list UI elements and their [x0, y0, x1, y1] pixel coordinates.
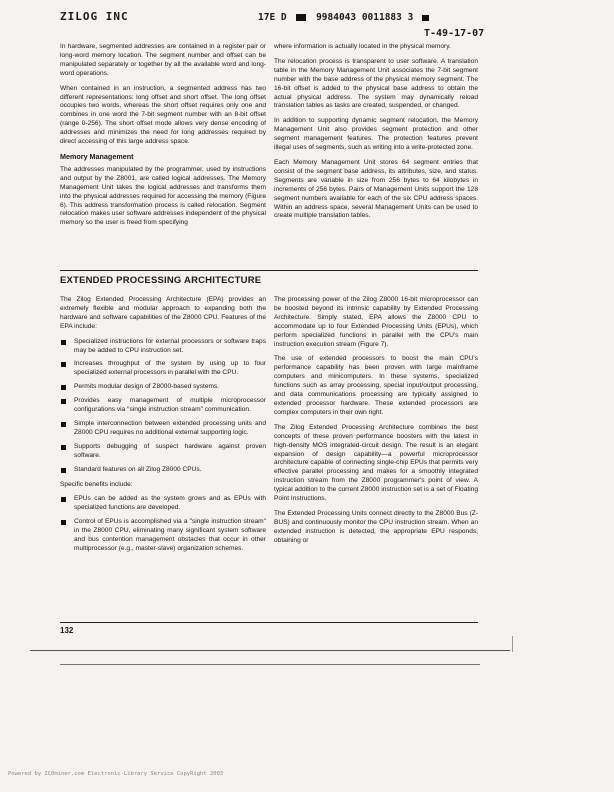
scan-mark: [512, 636, 513, 652]
paragraph: The Zilog Extended Processing Architecture (EPA) provides an extremely flexible and modular approach to expanding both the hardware and software capabilities of the Z8000 CPU. Features of the EPA include:: [60, 296, 266, 330]
footer-divider: [60, 622, 478, 623]
benefit-list: [60, 495, 266, 553]
list-item: Specialized instructions for external processors or software traps may be added to CPU instruction set.: [60, 338, 266, 356]
scan-line: [60, 664, 480, 665]
paragraph: The processing power of the Zilog Z8000 16-bit microprocessor can be boosted beyond its intrinsic capability by Extended Processing Architecture. Simply stated, EPA allows the Z8000 CPU to accommodate up to four Extended Processing Units (EPUs), which perform specialized functions in parallel with the CPU's main instruction execution stream (Figure 7).: [274, 296, 478, 348]
barcode-number: 9984043 0011883 3: [316, 12, 414, 23]
barcode-block-mark: [296, 14, 306, 21]
section-heading-memory-management: Memory Management: [60, 151, 134, 161]
document-code-header: [258, 12, 433, 23]
list-item: Provides easy management of multiple microprocessor configurations via "single instruction stream" communication.: [60, 397, 266, 415]
paragraph: The relocation process is transparent to user software. A translation table in the Memory Management Unit associates the 7-bit segment number with the base address of the physical memory segment. The 16-bit offset is added to the physical base address to obtain the actual physical address. The system may dynamically reload translation tables as tasks are created, suspended, or changed.: [274, 57, 478, 110]
column-relocation: [274, 43, 478, 227]
list-item: Permits modular design of Z8000-based systems.: [60, 383, 266, 392]
list-item: Control of EPUs is accomplished via a "single instruction stream" in the Z8000 CPU, eliminating many significant system software and bus contention management obstacles that occur in other multiprocessor (e.g., master-slave) organization schemes.: [60, 518, 266, 554]
section-divider: [60, 270, 478, 271]
page-number: 132: [60, 626, 74, 635]
list-item: Simple interconnection between extended processing units and Z8000 CPU requires no additional external supporting logic.: [60, 420, 266, 438]
paragraph: where information is actually located in the physical memory.: [274, 43, 451, 50]
column-epa-description: [274, 296, 478, 552]
code-prefix: 17E D: [258, 12, 287, 23]
paragraph: The use of extended processors to boost the main CPU's performance capability has been proven with large mainframe computers and minicomputers. In these systems, specialized functions such as array processing, special input/output processing, and data communications processing are typically assigned to extended processor hardware. These extended processors are complex computers in their own right.: [274, 355, 478, 416]
list-item: Supports debugging of suspect hardware against proven software.: [60, 443, 266, 461]
company-header: ZILOG INC: [60, 10, 129, 23]
footer-copyright: Powered by IC0miner.com Electronic-Library Service CopyRight 2003: [8, 771, 224, 777]
paragraph: In addition to supporting dynamic segment relocation, the Memory Management Unit also provides segment protection and other segment management features. The protection features prevent illegal uses of segments, such as writing into a write-protected zone.: [274, 117, 478, 152]
list-item: Standard features on all Zilog Z8000 CPUs.: [60, 466, 266, 475]
paragraph: When contained in an instruction, a segmented address has two different representations: long offset and short offset. The long offset occupies two words, whereas the short offset requires only one and combines in one word the 7-bit segment number with an 8-bit offset (range 0-256). The short offset mode allows very dense encoding of addresses and minimizes the need for long addresses required by direct accessing of this large address space.: [60, 84, 266, 146]
feature-list: [60, 338, 266, 475]
column-memory-addressing: [60, 43, 266, 234]
paragraph: The Extended Processing Units connect directly to the Z8000 Bus (Z-BUS) and continuously monitor the CPU instruction stream. When an extended instruction is detected, the appropriate EPU responds, obtaining or: [274, 509, 478, 544]
paragraph: The Zilog Extended Processing Architecture combines the best concepts of these proven performance boosters with the latest in high-density MOS integrated-circuit design. The result is an elegant expansion of design capability—a powerful microprocessor architecture capable of connecting single-chip EPUs that permits very effective parallel processing and makes for a smoothly integrated instruction stream from the Z8000 programmer's point of view. A typical addition to the current Z8000 instruction set is a set of Floating Point Instructions.: [274, 423, 478, 503]
paragraph: The addresses manipulated by the programmer, used by instructions and output by the Z8001, are called logical addresses. The Memory Management Unit takes the logical addresses and transforms them into the physical addresses required for accessing the memory (Figure 6). This address transformation process is called relocation. Segment relocation makes user software addresses independent of the physical memory so the user is freed from specifying: [60, 165, 266, 227]
benefits-label: Specific benefits include:: [60, 480, 133, 488]
scan-line: [30, 650, 510, 651]
section-title: EXTENDED PROCESSING ARCHITECTURE: [60, 275, 262, 286]
list-item: Increases throughput of the system by using up to four specialized external processors in parallel with the CPU.: [60, 360, 266, 378]
barcode-end-mark: [422, 15, 429, 21]
paragraph: Each Memory Management Unit stores 64 segment entries that consist of the segment base address, its attributes, size, and status. Segments are variable in size from 256 bytes to 64 kilobytes in increments of 256 bytes. Pairs of Management Units support the 128 segment numbers available for each of the six CPU address spaces. Within an address space, several Management Units can be used to create multiple translation tables.: [274, 158, 478, 220]
reference-code: T-49-17-07: [424, 28, 485, 39]
list-item: EPUs can be added as the system grows and as EPUs with specialized functions are developed.: [60, 495, 266, 513]
paragraph: In hardware, segmented addresses are contained in a register pair or long-word memory location. The segment number and offset can be manipulated separately or together by all the available word and long-word operations.: [60, 43, 266, 77]
column-epa-features: [60, 296, 266, 560]
